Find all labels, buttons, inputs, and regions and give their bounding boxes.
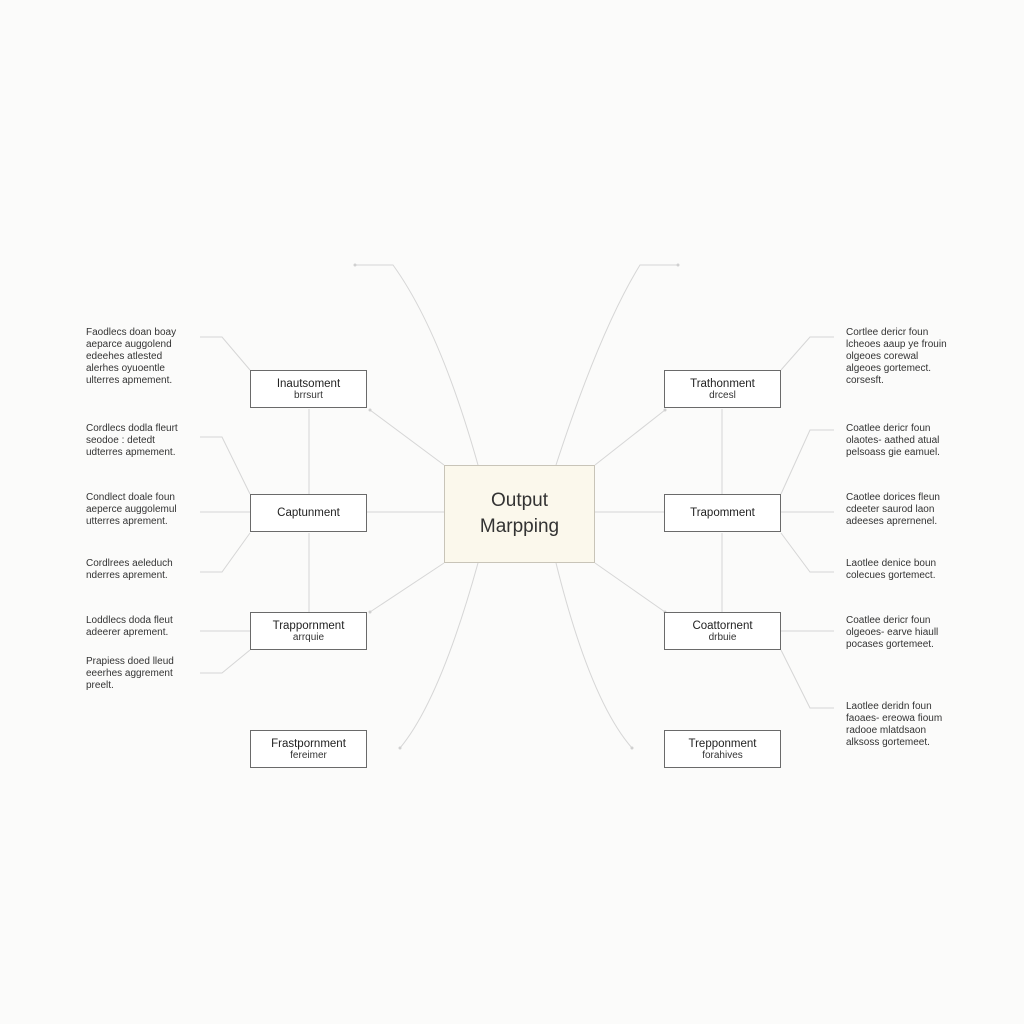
note-right-6 xyxy=(846,701,966,749)
note-line: corsesft. xyxy=(846,375,884,386)
note-line: preelt. xyxy=(86,680,114,691)
note-left-2 xyxy=(86,423,206,459)
note-right-4 xyxy=(846,558,966,582)
note-line: edeehes atlested xyxy=(86,351,163,362)
note-line: colecues gortemect. xyxy=(846,570,936,581)
note-line: Coatlee dericr foun xyxy=(846,423,931,434)
node-left-3-subtitle: arrquie xyxy=(292,631,325,643)
note-line: alksoss gortemeet. xyxy=(846,737,930,748)
note-left-1 xyxy=(86,327,206,387)
note-line: adeerer aprement. xyxy=(86,627,169,638)
note-line: nderres aprement. xyxy=(86,570,168,581)
node-right-2-title: Trapomment xyxy=(690,507,755,519)
note-line: Faodlecs doan boay xyxy=(86,327,177,338)
node-left-1-subtitle: brrsurt xyxy=(294,389,323,401)
note-right-3 xyxy=(846,492,966,528)
connector-note-left-6 xyxy=(200,650,250,673)
node-left-3-title: Trappornment xyxy=(272,619,345,632)
node-right-3-title: Coattornent xyxy=(692,619,753,632)
node-left-2[interactable] xyxy=(250,494,367,532)
connector-note-left-1 xyxy=(200,337,250,370)
node-right-3-subtitle: drbuie xyxy=(708,631,737,643)
note-line: pelsoass gie eamuel. xyxy=(846,447,940,458)
connector-note-left-4 xyxy=(200,533,250,572)
node-left-4[interactable] xyxy=(250,730,367,768)
note-right-2 xyxy=(846,423,966,459)
node-left-4-title: Frastpornment xyxy=(271,737,346,750)
note-line: faoaes- ereowa fioum xyxy=(846,713,943,724)
note-right-1 xyxy=(846,327,966,387)
node-right-1[interactable] xyxy=(664,370,781,408)
node-right-4[interactable] xyxy=(664,730,781,768)
central-node-line2: Marpping xyxy=(479,516,560,537)
connector-top-right xyxy=(556,265,678,465)
connector-center-right-3 xyxy=(595,563,665,612)
note-line: seodoe : detedt xyxy=(86,435,155,446)
note-line: olgeoes- earve hiaull xyxy=(846,627,939,638)
node-right-4-title: Trepponment xyxy=(688,737,757,750)
node-right-4-subtitle: forahives xyxy=(702,749,743,761)
connector-center-right-1 xyxy=(595,410,665,465)
node-left-3[interactable] xyxy=(250,612,367,650)
node-right-1-subtitle: drcesl xyxy=(709,389,736,401)
connector-note-right-6 xyxy=(781,650,834,708)
connector-note-left-2 xyxy=(200,437,250,494)
note-line: Loddlecs doda fleut xyxy=(86,615,173,626)
central-node[interactable] xyxy=(444,465,595,563)
connector-bottom-right xyxy=(556,563,632,748)
connector-note-right-1 xyxy=(781,337,834,370)
note-line: Prapiess doed lleud xyxy=(86,656,174,667)
node-left-4-subtitle: fereimer xyxy=(290,749,327,761)
node-left-2-title: Captunment xyxy=(277,507,340,519)
note-line: olgeoes corewal xyxy=(846,351,919,362)
note-left-4 xyxy=(86,558,206,582)
node-left-1-title: Inautsoment xyxy=(276,377,341,390)
note-right-5 xyxy=(846,615,966,651)
node-right-3[interactable] xyxy=(664,612,781,650)
note-left-5 xyxy=(86,615,206,639)
note-line: Caotlee dorices fleun xyxy=(846,492,940,503)
connector-note-right-4 xyxy=(781,533,834,572)
note-line: Condlect doale foun xyxy=(86,492,175,503)
note-line: udterres apmement. xyxy=(86,447,176,458)
note-line: Cortlee dericr foun xyxy=(846,327,929,338)
connector-bottom-left xyxy=(400,563,478,748)
note-line: ulterres apmement. xyxy=(86,375,173,386)
note-line: aeperce auggolemul xyxy=(86,504,177,515)
note-line: Coatlee dericr foun xyxy=(846,615,931,626)
connector-note-right-2 xyxy=(781,430,834,494)
note-line: Cordlrees aeleduch xyxy=(86,558,173,569)
node-right-1-title: Trathonment xyxy=(690,377,755,390)
note-line: adeeses aprernenel. xyxy=(846,516,938,527)
note-left-6 xyxy=(86,656,206,692)
note-line: cdeeter saurod laon xyxy=(846,504,935,515)
note-line: algeoes gortemect. xyxy=(846,363,932,374)
connector-center-left-1 xyxy=(370,410,444,465)
note-line: olaotes- aathed atual xyxy=(846,435,940,446)
note-line: Laotlee deridn foun xyxy=(846,701,932,712)
node-left-1[interactable] xyxy=(250,370,367,408)
note-line: lcheoes aaup ye frouin xyxy=(846,339,947,350)
note-line: pocases gortemeet. xyxy=(846,639,934,650)
connector-top-left xyxy=(355,265,478,465)
node-right-2[interactable] xyxy=(664,494,781,532)
note-line: radooe mlatdsaon xyxy=(846,725,927,736)
note-left-3 xyxy=(86,492,206,528)
note-line: aeparce auggolend xyxy=(86,339,172,350)
note-line: alerhes oyuoentle xyxy=(86,363,165,374)
note-line: eeerhes aggrement xyxy=(86,668,173,679)
connector-center-left-3 xyxy=(370,563,444,612)
note-line: Laotlee denice boun xyxy=(846,558,937,569)
note-line: Cordlecs dodla fleurt xyxy=(86,423,178,434)
central-node-line1: Output xyxy=(490,490,549,511)
note-line: utterres aprement. xyxy=(86,516,168,527)
